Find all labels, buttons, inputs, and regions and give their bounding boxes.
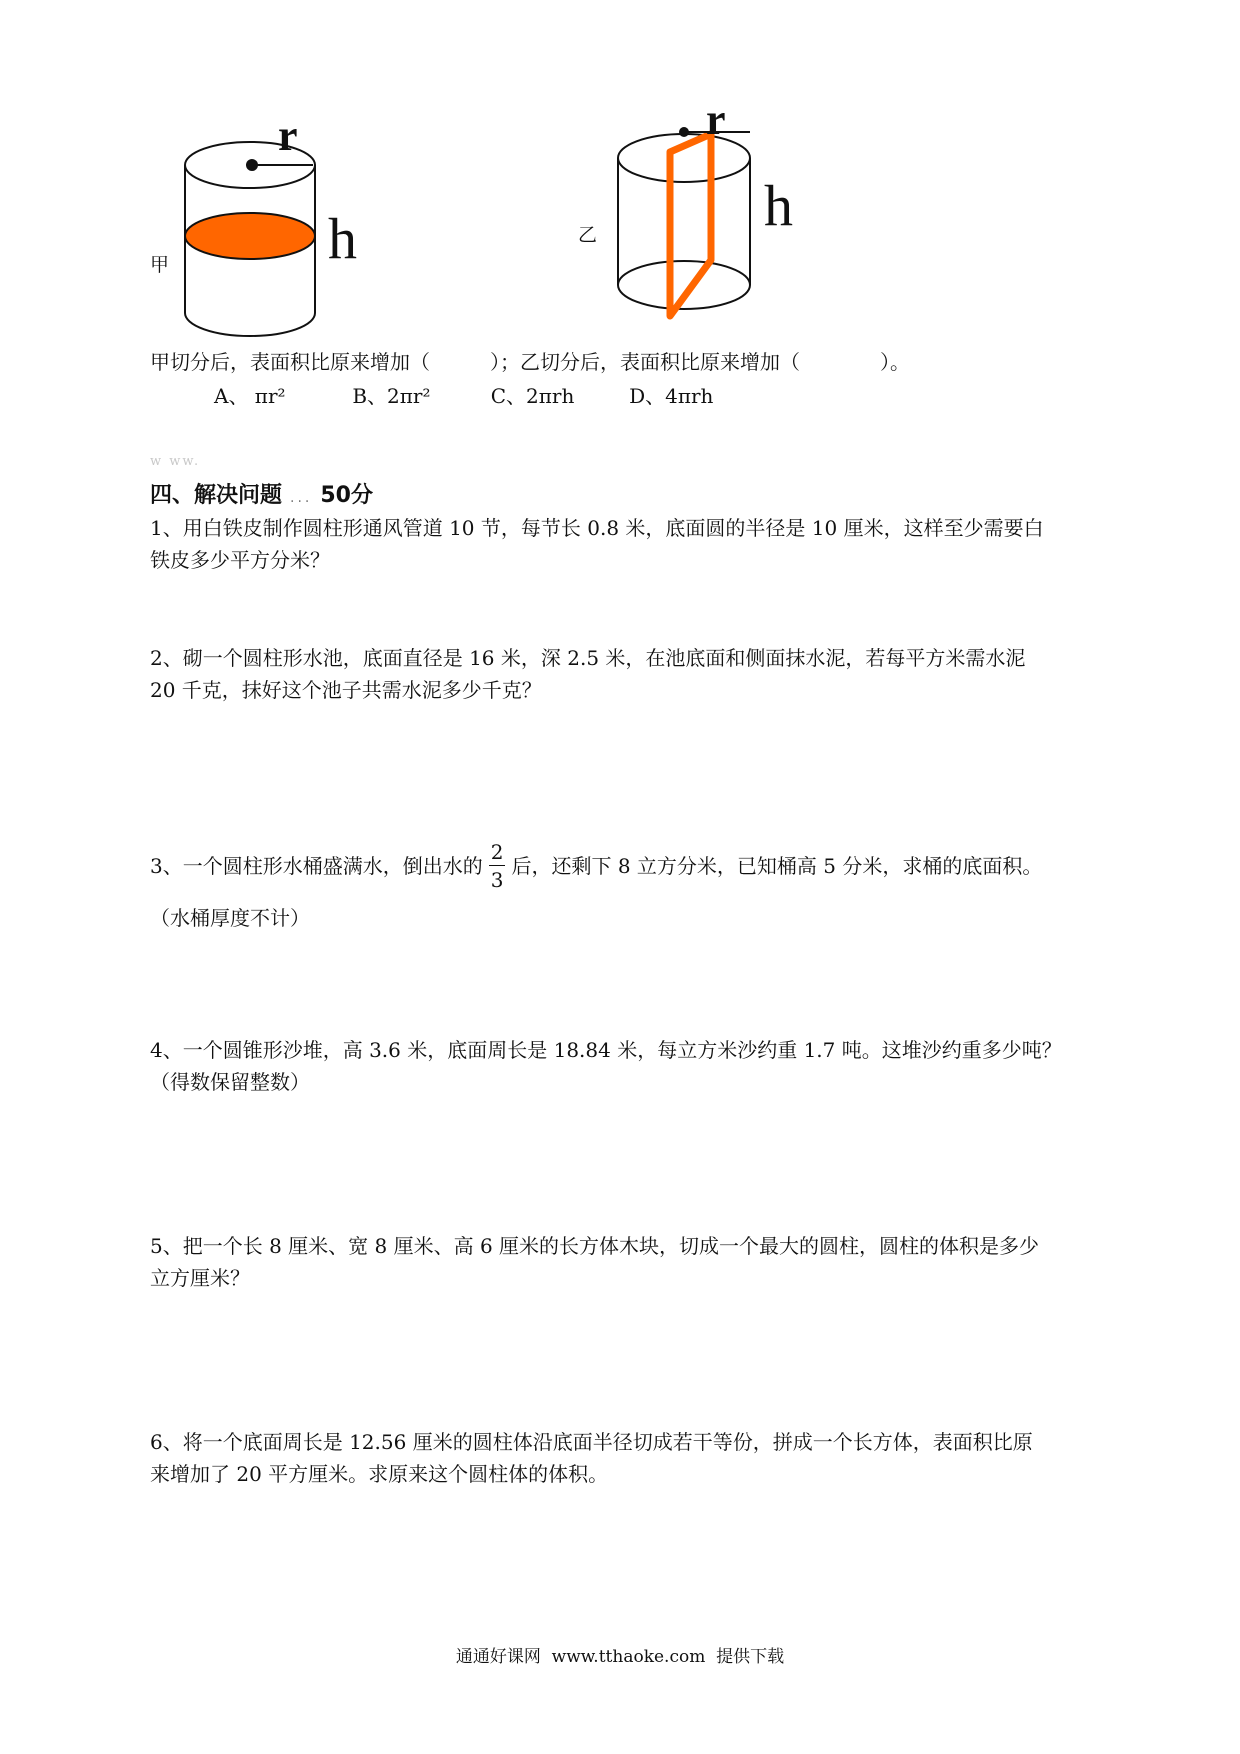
section-title: 四、解决问题 [150,483,283,508]
problem-3-line-1 [150,838,1100,894]
fraction-numerator: 2 [490,840,504,864]
problem-3-text-before: 3、一个圆柱形水桶盛满水，倒出水的 [150,854,483,878]
option-b: B、2πr² [352,384,431,408]
problem-6 [150,1426,1100,1490]
problem-5 [150,1230,1100,1294]
problem-5-line-2: 立方厘米？ [150,1266,250,1290]
problem-3-line-2: （水桶厚度不计） [150,906,310,930]
cylinder-yi-radius-label: r [706,100,726,144]
problem-1 [150,512,1100,576]
cylinder-yi-cut-plane [670,134,711,316]
cylinder-yi-center-dot [679,127,689,137]
problem-6-line-1: 6、将一个底面周长是 12.56 厘米的圆柱体沿底面半径切成若干等份，拼成一个长方体，表面积比原 [150,1430,1033,1454]
problem-3-fraction [489,842,506,890]
problem-2-line-2: 20 千克，抹好这个池子共需水泥多少千克？ [150,678,542,702]
cylinder-jia-height-label: h [328,206,357,271]
problem-4-line-1: 4、一个圆锥形沙堆，高 3.6 米，底面周长是 18.84 米，每立方米沙约重 1.7 吨。这堆沙约重多少吨？ [150,1038,1062,1062]
problem-2 [150,642,1100,706]
cylinder-jia-cut-section [185,213,315,259]
problem-2-line-1: 2、砌一个圆柱形水池，底面直径是 16 米，深 2.5 米，在池底面和侧面抹水泥，若每平方米需水泥 [150,646,1026,670]
section-heading [150,478,373,509]
problem-3-text-after: 后，还剩下 8 立方分米，已知桶高 5 分米，求桶的底面积。 [511,854,1043,878]
cylinder-jia-figure [170,120,390,340]
option-c: C、2πrh [490,384,575,408]
problem-4-line-2: （得数保留整数） [150,1070,310,1094]
cylinder-jia-radius-label: r [278,120,298,160]
question-line: 甲切分后，表面积比原来增加（ ）；乙切分后，表面积比原来增加（ ）。 [150,350,910,374]
section-score: 50分 [320,483,373,508]
cylinder-jia-bottom [185,313,315,336]
option-d: D、4πrh [629,384,714,408]
page-footer: 通通好课网 www.tthaoke.com 提供下载 [455,1647,785,1667]
problem-4 [150,1034,1100,1098]
problem-1-line-2: 铁皮多少平方分米？ [150,548,330,572]
section-dots: ... [290,490,313,506]
figure-jia-label: 甲 [150,254,170,276]
watermark-text: w ww. [150,454,201,469]
figure-yi-label: 乙 [578,224,598,246]
problem-5-line-1: 5、把一个长 8 厘米、宽 8 厘米、高 6 厘米的长方体木块，切成一个最大的圆柱，圆柱的体积是多少 [150,1234,1040,1258]
cylinder-yi-figure [600,100,830,330]
answer-options [214,380,713,412]
cylinder-yi-height-label: h [764,173,793,238]
cylinder-yi-bottom-back [618,261,750,285]
problem-3 [150,838,1100,934]
problem-6-line-2: 来增加了 20 平方厘米。求原来这个圆柱体的体积。 [150,1462,609,1486]
option-a: A、 πr² [214,384,286,408]
cylinder-yi-top [618,134,750,182]
problem-1-line-1: 1、用白铁皮制作圆柱形通风管道 10 节，每节长 0.8 米，底面圆的半径是 10 厘米，这样至少需要白 [150,516,1044,540]
fraction-denominator: 3 [490,868,504,892]
